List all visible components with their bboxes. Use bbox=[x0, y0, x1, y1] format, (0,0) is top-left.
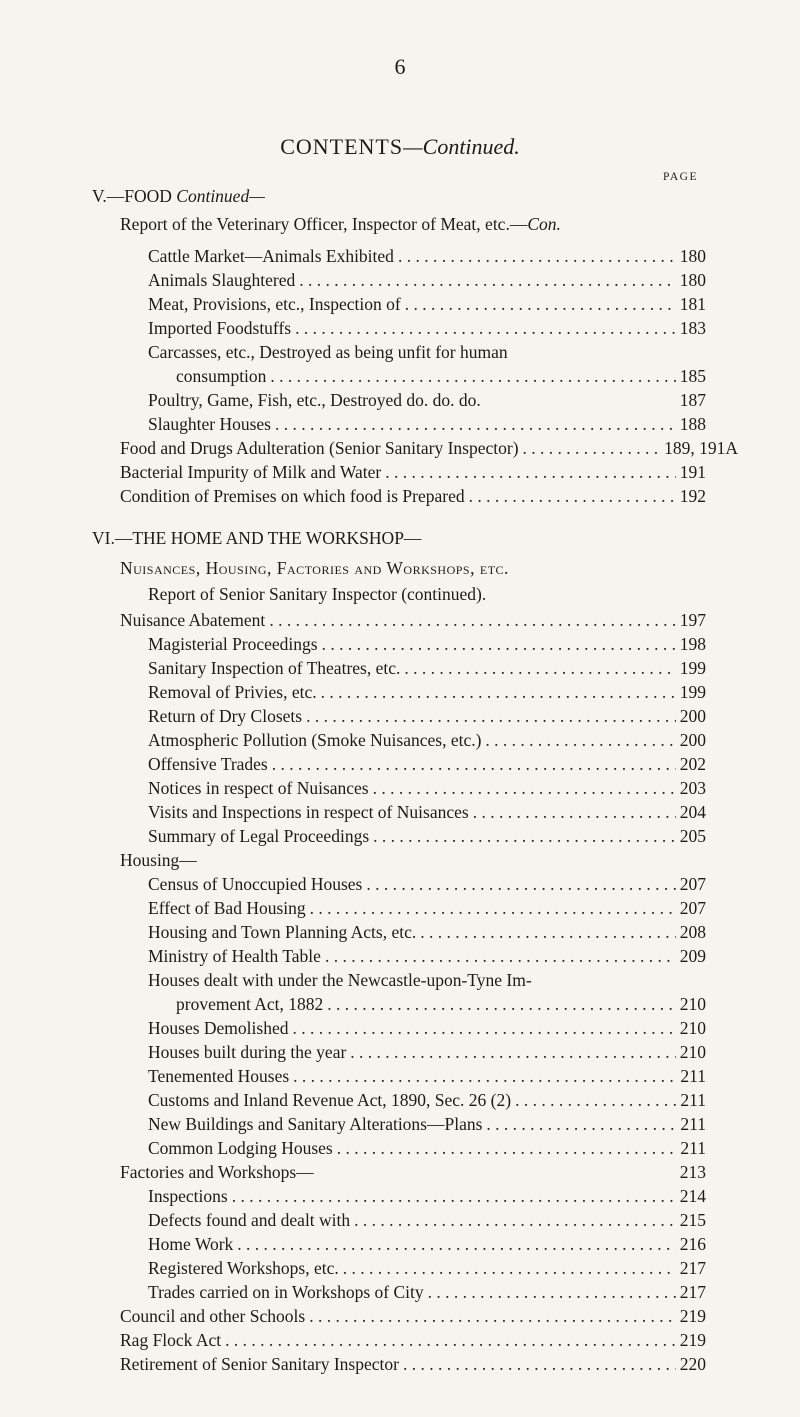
toc-entry-page: 211 bbox=[680, 1066, 706, 1086]
toc-entry-label: Condition of Premises on which food is Prepared bbox=[120, 486, 465, 506]
leader-dots bbox=[310, 898, 676, 919]
toc-entry bbox=[148, 946, 706, 970]
toc-entry bbox=[148, 246, 706, 270]
toc-entry-page: 211 bbox=[680, 1090, 706, 1110]
toc-entry bbox=[176, 994, 706, 1018]
leader-dots bbox=[322, 634, 676, 655]
toc-entry-page: 199 bbox=[679, 682, 706, 702]
toc-entry-label: Summary of Legal Proceedings bbox=[148, 826, 370, 846]
toc-entry-page: 181 bbox=[679, 294, 706, 314]
toc-entry-page: 210 bbox=[679, 1018, 706, 1038]
section-vi-heading: VI.—THE HOME AND THE WORKSHOP— bbox=[92, 528, 422, 548]
toc-entry-label: Poultry, Game, Fish, etc., Destroyed do. do. do. bbox=[148, 390, 481, 410]
toc-entry-page: 217 bbox=[679, 1282, 706, 1302]
toc-entry-label: Imported Foodstuffs bbox=[148, 318, 292, 338]
toc-entry bbox=[148, 874, 706, 898]
toc-entry-page: 209 bbox=[679, 946, 706, 966]
leader-dots bbox=[373, 778, 676, 799]
toc-entry bbox=[148, 706, 706, 730]
leader-dots bbox=[269, 610, 675, 631]
toc-entry-label: Rag Flock Act bbox=[120, 1330, 222, 1350]
toc-entry-label: Removal of Privies, etc. bbox=[148, 682, 317, 702]
toc-entry-page: 183 bbox=[679, 318, 706, 338]
toc-entry bbox=[120, 1162, 706, 1186]
toc-entry-label: Effect of Bad Housing bbox=[148, 898, 306, 918]
toc-entry-label: Tenemented Houses bbox=[148, 1066, 290, 1086]
leader-dots bbox=[428, 1282, 676, 1303]
toc-entry-page: 219 bbox=[679, 1330, 706, 1350]
toc-entry bbox=[148, 898, 706, 922]
toc-entry-page: 200 bbox=[679, 706, 706, 726]
toc-entry bbox=[148, 802, 706, 826]
leader-dots bbox=[405, 294, 676, 315]
toc-entry bbox=[120, 1330, 706, 1354]
toc-entry-page: 207 bbox=[679, 874, 706, 894]
toc-entry-label: Magisterial Proceedings bbox=[148, 634, 318, 654]
leader-dots bbox=[403, 1354, 676, 1375]
toc-entry-label: Houses Demolished bbox=[148, 1018, 289, 1038]
toc-entry bbox=[120, 1306, 706, 1330]
section-v-heading-text: V.—FOOD bbox=[92, 186, 172, 206]
leader-dots bbox=[420, 922, 676, 943]
leader-dots bbox=[354, 1210, 676, 1231]
page-column-label: PAGE bbox=[663, 171, 698, 183]
toc-entry bbox=[148, 1042, 706, 1066]
leader-dots bbox=[309, 1306, 676, 1327]
toc-entry bbox=[148, 1114, 706, 1138]
leader-dots bbox=[473, 802, 676, 823]
toc-entry-page: 185 bbox=[679, 366, 706, 386]
toc-entry-page: 215 bbox=[679, 1210, 706, 1230]
toc-entry bbox=[148, 1090, 706, 1114]
toc-entry-label: Sanitary Inspection of Theatres, etc. bbox=[148, 658, 401, 678]
toc-entry bbox=[120, 610, 706, 634]
toc-entry-page: 205 bbox=[679, 826, 706, 846]
leader-dots bbox=[485, 730, 675, 751]
toc-entry bbox=[120, 438, 738, 462]
toc-entry bbox=[148, 318, 706, 342]
toc-entry-label: Trades carried on in Workshops of City bbox=[148, 1282, 424, 1302]
toc-entry bbox=[176, 366, 706, 390]
leader-dots bbox=[486, 1114, 676, 1135]
toc-entry-page: 211 bbox=[680, 1114, 706, 1134]
toc-entry-page: 214 bbox=[679, 1186, 706, 1206]
section-v-heading bbox=[92, 186, 265, 207]
toc-entry bbox=[148, 1258, 706, 1282]
leader-dots bbox=[306, 706, 676, 727]
toc-entry bbox=[148, 922, 706, 946]
toc-entry-label: Retirement of Senior Sanitary Inspector bbox=[120, 1354, 399, 1374]
page-number: 6 bbox=[394, 54, 406, 79]
toc-entry-label: Registered Workshops, etc. bbox=[148, 1258, 339, 1278]
toc-entry-label: Notices in respect of Nuisances bbox=[148, 778, 369, 798]
toc-entry-label: Houses built during the year bbox=[148, 1042, 347, 1062]
toc-entry-label: Census of Unoccupied Houses bbox=[148, 874, 363, 894]
toc-entry-label: Cattle Market—Animals Exhibited bbox=[148, 246, 394, 266]
toc-entry-label: Food and Drugs Adulteration (Senior Sanitary Inspector) bbox=[120, 438, 519, 458]
leader-dots bbox=[343, 1258, 676, 1279]
toc-entry-label: Inspections bbox=[148, 1186, 228, 1206]
leader-dots bbox=[398, 246, 676, 267]
leader-dots bbox=[272, 754, 676, 775]
toc-entry-label: Home Work bbox=[148, 1234, 234, 1254]
leader-dots bbox=[350, 1042, 675, 1063]
leader-dots bbox=[270, 366, 675, 387]
toc-entry bbox=[148, 414, 706, 438]
toc-entry-label: Slaughter Houses bbox=[148, 414, 271, 434]
toc-entry-page: 202 bbox=[679, 754, 706, 774]
toc-entry bbox=[120, 1354, 706, 1378]
toc-entry-label: Offensive Trades bbox=[148, 754, 268, 774]
toc-entry-continued: Houses dealt with under the Newcastle-upon-Tyne Im- bbox=[148, 970, 532, 990]
toc-entry-label: Housing and Town Planning Acts, etc. bbox=[148, 922, 417, 942]
leader-dots bbox=[225, 1330, 676, 1351]
toc-entry-page: 220 bbox=[679, 1354, 706, 1374]
toc-entry-page: 200 bbox=[679, 730, 706, 750]
toc-entry bbox=[148, 826, 706, 850]
toc-entry bbox=[148, 754, 706, 778]
toc-entry-label: Defects found and dealt with bbox=[148, 1210, 351, 1230]
toc-entry-page: 208 bbox=[679, 922, 706, 942]
toc-entry-label: New Buildings and Sanitary Alterations—Plans bbox=[148, 1114, 483, 1134]
leader-dots bbox=[321, 682, 676, 703]
contents-title-suffix: —Continued. bbox=[403, 134, 520, 159]
toc-entry-page: 207 bbox=[679, 898, 706, 918]
leader-dots bbox=[292, 1018, 675, 1039]
toc-entry-page: 192 bbox=[679, 486, 706, 506]
toc-entry bbox=[120, 462, 706, 486]
leader-dots bbox=[325, 946, 676, 967]
toc-entry-page: 187 bbox=[679, 390, 706, 410]
leader-dots bbox=[237, 1234, 675, 1255]
toc-entry-page: 203 bbox=[679, 778, 706, 798]
toc-entry-page: 189, 191A bbox=[664, 438, 738, 458]
leader-dots bbox=[469, 486, 676, 507]
toc-entry bbox=[148, 1066, 706, 1090]
toc-entry bbox=[120, 486, 706, 510]
toc-entry-label: Return of Dry Closets bbox=[148, 706, 303, 726]
toc-entry bbox=[148, 1018, 706, 1042]
toc-entry-page: 217 bbox=[679, 1258, 706, 1278]
toc-entry-label: Nuisance Abatement bbox=[120, 610, 266, 630]
toc-entry-label: Council and other Schools bbox=[120, 1306, 306, 1326]
toc-entry bbox=[148, 1234, 706, 1258]
toc-entry-label: Common Lodging Houses bbox=[148, 1138, 333, 1158]
toc-entry bbox=[148, 1282, 706, 1306]
section-vi-report-line: Report of Senior Sanitary Inspector (continued). bbox=[148, 584, 487, 604]
toc-entry-page: 197 bbox=[679, 610, 706, 630]
section-vi-subheading: Nuisances, Housing, Factories and Workshops, etc. bbox=[120, 558, 509, 578]
section-v-report-text: Report of the Veterinary Officer, Inspector of Meat, etc.— bbox=[120, 214, 528, 234]
toc-entry bbox=[148, 634, 706, 658]
toc-entry-page: 204 bbox=[679, 802, 706, 822]
toc-entry bbox=[148, 270, 706, 294]
toc-entry-page: 210 bbox=[679, 994, 706, 1014]
leader-dots bbox=[293, 1066, 676, 1087]
leader-dots bbox=[299, 270, 675, 291]
toc-entry-label: Atmospheric Pollution (Smoke Nuisances, etc.) bbox=[148, 730, 482, 750]
section-v-report-suffix: Con. bbox=[527, 214, 561, 234]
toc-entry-label: provement Act, 1882 bbox=[176, 994, 324, 1014]
toc-entry-page: 211 bbox=[680, 1138, 706, 1158]
toc-entry-continued: Carcasses, etc., Destroyed as being unfit for human bbox=[148, 342, 508, 362]
leader-dots bbox=[515, 1090, 676, 1111]
toc-entry-page: 213 bbox=[679, 1162, 706, 1182]
toc-entry-page: 198 bbox=[679, 634, 706, 654]
section-v-heading-suffix: Continued— bbox=[176, 186, 265, 206]
leader-dots bbox=[373, 826, 676, 847]
leader-dots bbox=[366, 874, 675, 895]
toc-entry-page: 188 bbox=[679, 414, 706, 434]
leader-dots bbox=[523, 438, 661, 459]
toc-entry-label: Meat, Provisions, etc., Inspection of bbox=[148, 294, 401, 314]
toc-entry bbox=[148, 778, 706, 802]
toc-entry bbox=[148, 730, 706, 754]
toc-entry-label: consumption bbox=[176, 366, 267, 386]
toc-entry bbox=[148, 294, 706, 318]
leader-dots bbox=[404, 658, 675, 679]
toc-entry-label: Visits and Inspections in respect of Nuisances bbox=[148, 802, 469, 822]
toc-entry bbox=[148, 1138, 706, 1162]
toc-entry-page: 210 bbox=[679, 1042, 706, 1062]
toc-entry-label: Ministry of Health Table bbox=[148, 946, 321, 966]
contents-title bbox=[0, 134, 800, 160]
toc-entry-page: 219 bbox=[679, 1306, 706, 1326]
leader-dots bbox=[327, 994, 675, 1015]
toc-entry-label: Customs and Inland Revenue Act, 1890, Sec. 26 (2) bbox=[148, 1090, 512, 1110]
toc-entry-label: Factories and Workshops— bbox=[120, 1162, 314, 1182]
toc-entry-label: Animals Slaughtered bbox=[148, 270, 296, 290]
leader-dots bbox=[232, 1186, 676, 1207]
toc-entry bbox=[148, 658, 706, 682]
toc-entry-page: 199 bbox=[679, 658, 706, 678]
toc-entry-label: Bacterial Impurity of Milk and Water bbox=[120, 462, 382, 482]
toc-entry-page: 191 bbox=[679, 462, 706, 482]
toc-entry bbox=[148, 390, 706, 414]
toc-group-housing: Housing— bbox=[120, 850, 197, 870]
toc-entry-page: 180 bbox=[679, 270, 706, 290]
section-v-report-line bbox=[120, 214, 561, 235]
leader-dots bbox=[337, 1138, 676, 1159]
contents-title-main: CONTENTS bbox=[280, 134, 404, 159]
toc-entry bbox=[148, 1186, 706, 1210]
toc-entry-page: 180 bbox=[679, 246, 706, 266]
leader-dots bbox=[385, 462, 676, 483]
leader-dots bbox=[295, 318, 676, 339]
toc-entry bbox=[148, 1210, 706, 1234]
leader-dots bbox=[275, 414, 676, 435]
toc-entry bbox=[148, 682, 706, 706]
toc-entry-page: 216 bbox=[679, 1234, 706, 1254]
